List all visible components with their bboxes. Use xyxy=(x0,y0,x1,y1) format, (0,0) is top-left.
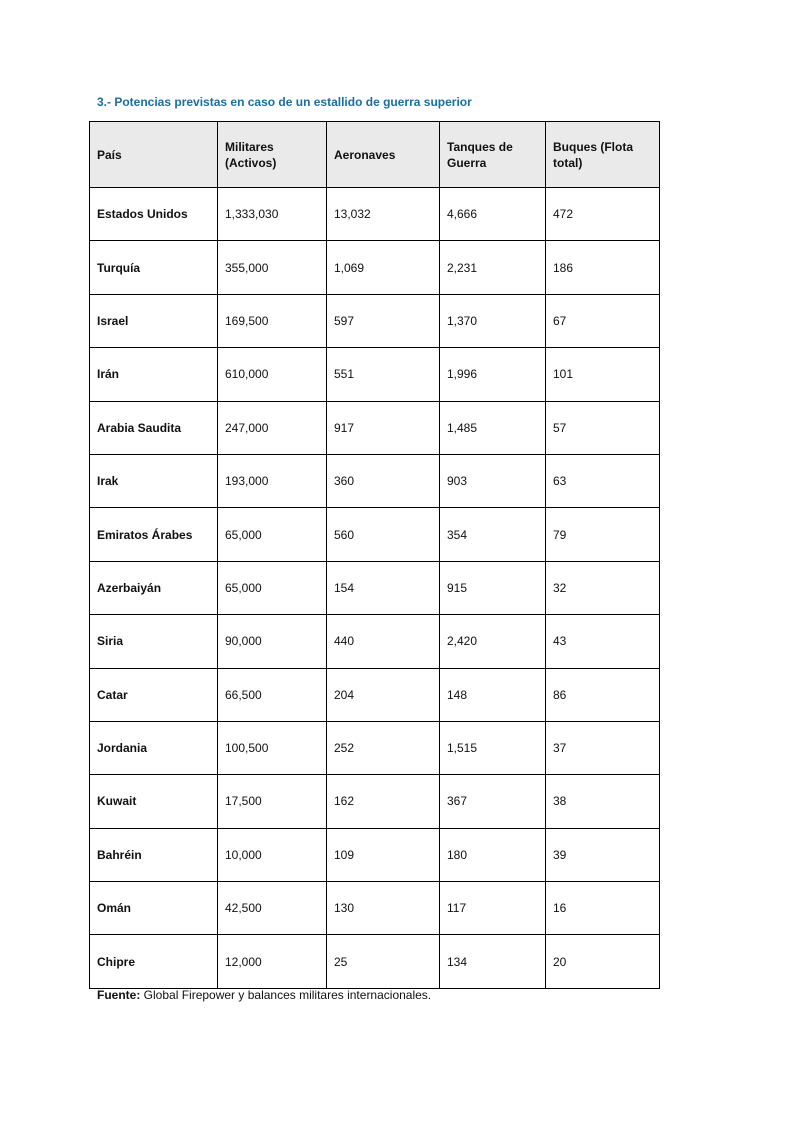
table-row xyxy=(90,668,660,721)
source-label: Fuente: xyxy=(97,988,141,1002)
table-row xyxy=(90,348,660,401)
cell-tanques: 148 xyxy=(440,668,546,721)
cell-militares: 65,000 xyxy=(218,508,327,561)
cell-militares: 355,000 xyxy=(218,241,327,294)
source-note xyxy=(97,988,431,1002)
cell-aeronaves: 440 xyxy=(327,615,440,668)
table-body xyxy=(90,188,660,989)
cell-aeronaves: 204 xyxy=(327,668,440,721)
cell-aeronaves: 551 xyxy=(327,348,440,401)
cell-militares: 90,000 xyxy=(218,615,327,668)
table-row xyxy=(90,188,660,241)
cell-aeronaves: 109 xyxy=(327,828,440,881)
cell-militares: 247,000 xyxy=(218,401,327,454)
cell-militares: 1,333,030 xyxy=(218,188,327,241)
table-row xyxy=(90,828,660,881)
cell-country: Turquía xyxy=(90,241,218,294)
table-row xyxy=(90,454,660,507)
header-pais: País xyxy=(90,122,218,188)
cell-aeronaves: 130 xyxy=(327,882,440,935)
table-row xyxy=(90,294,660,347)
cell-militares: 17,500 xyxy=(218,775,327,828)
cell-country: Irak xyxy=(90,454,218,507)
cell-tanques: 1,996 xyxy=(440,348,546,401)
cell-aeronaves: 1,069 xyxy=(327,241,440,294)
header-buques: Buques (Flota total) xyxy=(546,122,660,188)
table-row xyxy=(90,241,660,294)
cell-militares: 169,500 xyxy=(218,294,327,347)
cell-country: Israel xyxy=(90,294,218,347)
cell-country: Irán xyxy=(90,348,218,401)
cell-buques: 16 xyxy=(546,882,660,935)
cell-buques: 67 xyxy=(546,294,660,347)
military-power-table xyxy=(89,121,660,989)
cell-buques: 32 xyxy=(546,561,660,614)
table-row xyxy=(90,561,660,614)
cell-country: Omán xyxy=(90,882,218,935)
table-row xyxy=(90,882,660,935)
cell-militares: 66,500 xyxy=(218,668,327,721)
cell-tanques: 354 xyxy=(440,508,546,561)
section-heading: 3.- Potencias previstas en caso de un estallido de guerra superior xyxy=(97,95,472,109)
cell-buques: 186 xyxy=(546,241,660,294)
cell-country: Chipre xyxy=(90,935,218,988)
table-row xyxy=(90,775,660,828)
table-row xyxy=(90,721,660,774)
cell-tanques: 1,515 xyxy=(440,721,546,774)
cell-country: Arabia Saudita xyxy=(90,401,218,454)
cell-buques: 86 xyxy=(546,668,660,721)
cell-buques: 101 xyxy=(546,348,660,401)
cell-country: Kuwait xyxy=(90,775,218,828)
table-row xyxy=(90,935,660,988)
cell-buques: 43 xyxy=(546,615,660,668)
cell-country: Estados Unidos xyxy=(90,188,218,241)
cell-tanques: 1,370 xyxy=(440,294,546,347)
cell-militares: 42,500 xyxy=(218,882,327,935)
cell-country: Catar xyxy=(90,668,218,721)
cell-militares: 12,000 xyxy=(218,935,327,988)
table-row xyxy=(90,401,660,454)
cell-aeronaves: 154 xyxy=(327,561,440,614)
cell-country: Jordania xyxy=(90,721,218,774)
cell-militares: 10,000 xyxy=(218,828,327,881)
cell-aeronaves: 25 xyxy=(327,935,440,988)
cell-tanques: 4,666 xyxy=(440,188,546,241)
table-header-row xyxy=(90,122,660,188)
cell-buques: 63 xyxy=(546,454,660,507)
cell-aeronaves: 252 xyxy=(327,721,440,774)
cell-buques: 38 xyxy=(546,775,660,828)
cell-tanques: 2,420 xyxy=(440,615,546,668)
table-row xyxy=(90,615,660,668)
source-text: Global Firepower y balances militares internacionales. xyxy=(140,988,432,1002)
cell-aeronaves: 560 xyxy=(327,508,440,561)
cell-aeronaves: 597 xyxy=(327,294,440,347)
cell-tanques: 134 xyxy=(440,935,546,988)
cell-tanques: 915 xyxy=(440,561,546,614)
cell-militares: 193,000 xyxy=(218,454,327,507)
cell-aeronaves: 13,032 xyxy=(327,188,440,241)
cell-buques: 20 xyxy=(546,935,660,988)
cell-militares: 610,000 xyxy=(218,348,327,401)
cell-militares: 65,000 xyxy=(218,561,327,614)
header-aeronaves: Aeronaves xyxy=(327,122,440,188)
header-tanques: Tanques de Guerra xyxy=(440,122,546,188)
cell-buques: 39 xyxy=(546,828,660,881)
cell-buques: 472 xyxy=(546,188,660,241)
cell-buques: 57 xyxy=(546,401,660,454)
cell-buques: 79 xyxy=(546,508,660,561)
cell-country: Siria xyxy=(90,615,218,668)
cell-buques: 37 xyxy=(546,721,660,774)
cell-militares: 100,500 xyxy=(218,721,327,774)
cell-tanques: 367 xyxy=(440,775,546,828)
cell-tanques: 180 xyxy=(440,828,546,881)
header-militares: Militares (Activos) xyxy=(218,122,327,188)
cell-aeronaves: 360 xyxy=(327,454,440,507)
cell-country: Emiratos Árabes xyxy=(90,508,218,561)
cell-country: Bahréin xyxy=(90,828,218,881)
cell-tanques: 117 xyxy=(440,882,546,935)
cell-tanques: 2,231 xyxy=(440,241,546,294)
cell-aeronaves: 162 xyxy=(327,775,440,828)
table-row xyxy=(90,508,660,561)
cell-tanques: 1,485 xyxy=(440,401,546,454)
cell-country: Azerbaiyán xyxy=(90,561,218,614)
cell-tanques: 903 xyxy=(440,454,546,507)
cell-aeronaves: 917 xyxy=(327,401,440,454)
